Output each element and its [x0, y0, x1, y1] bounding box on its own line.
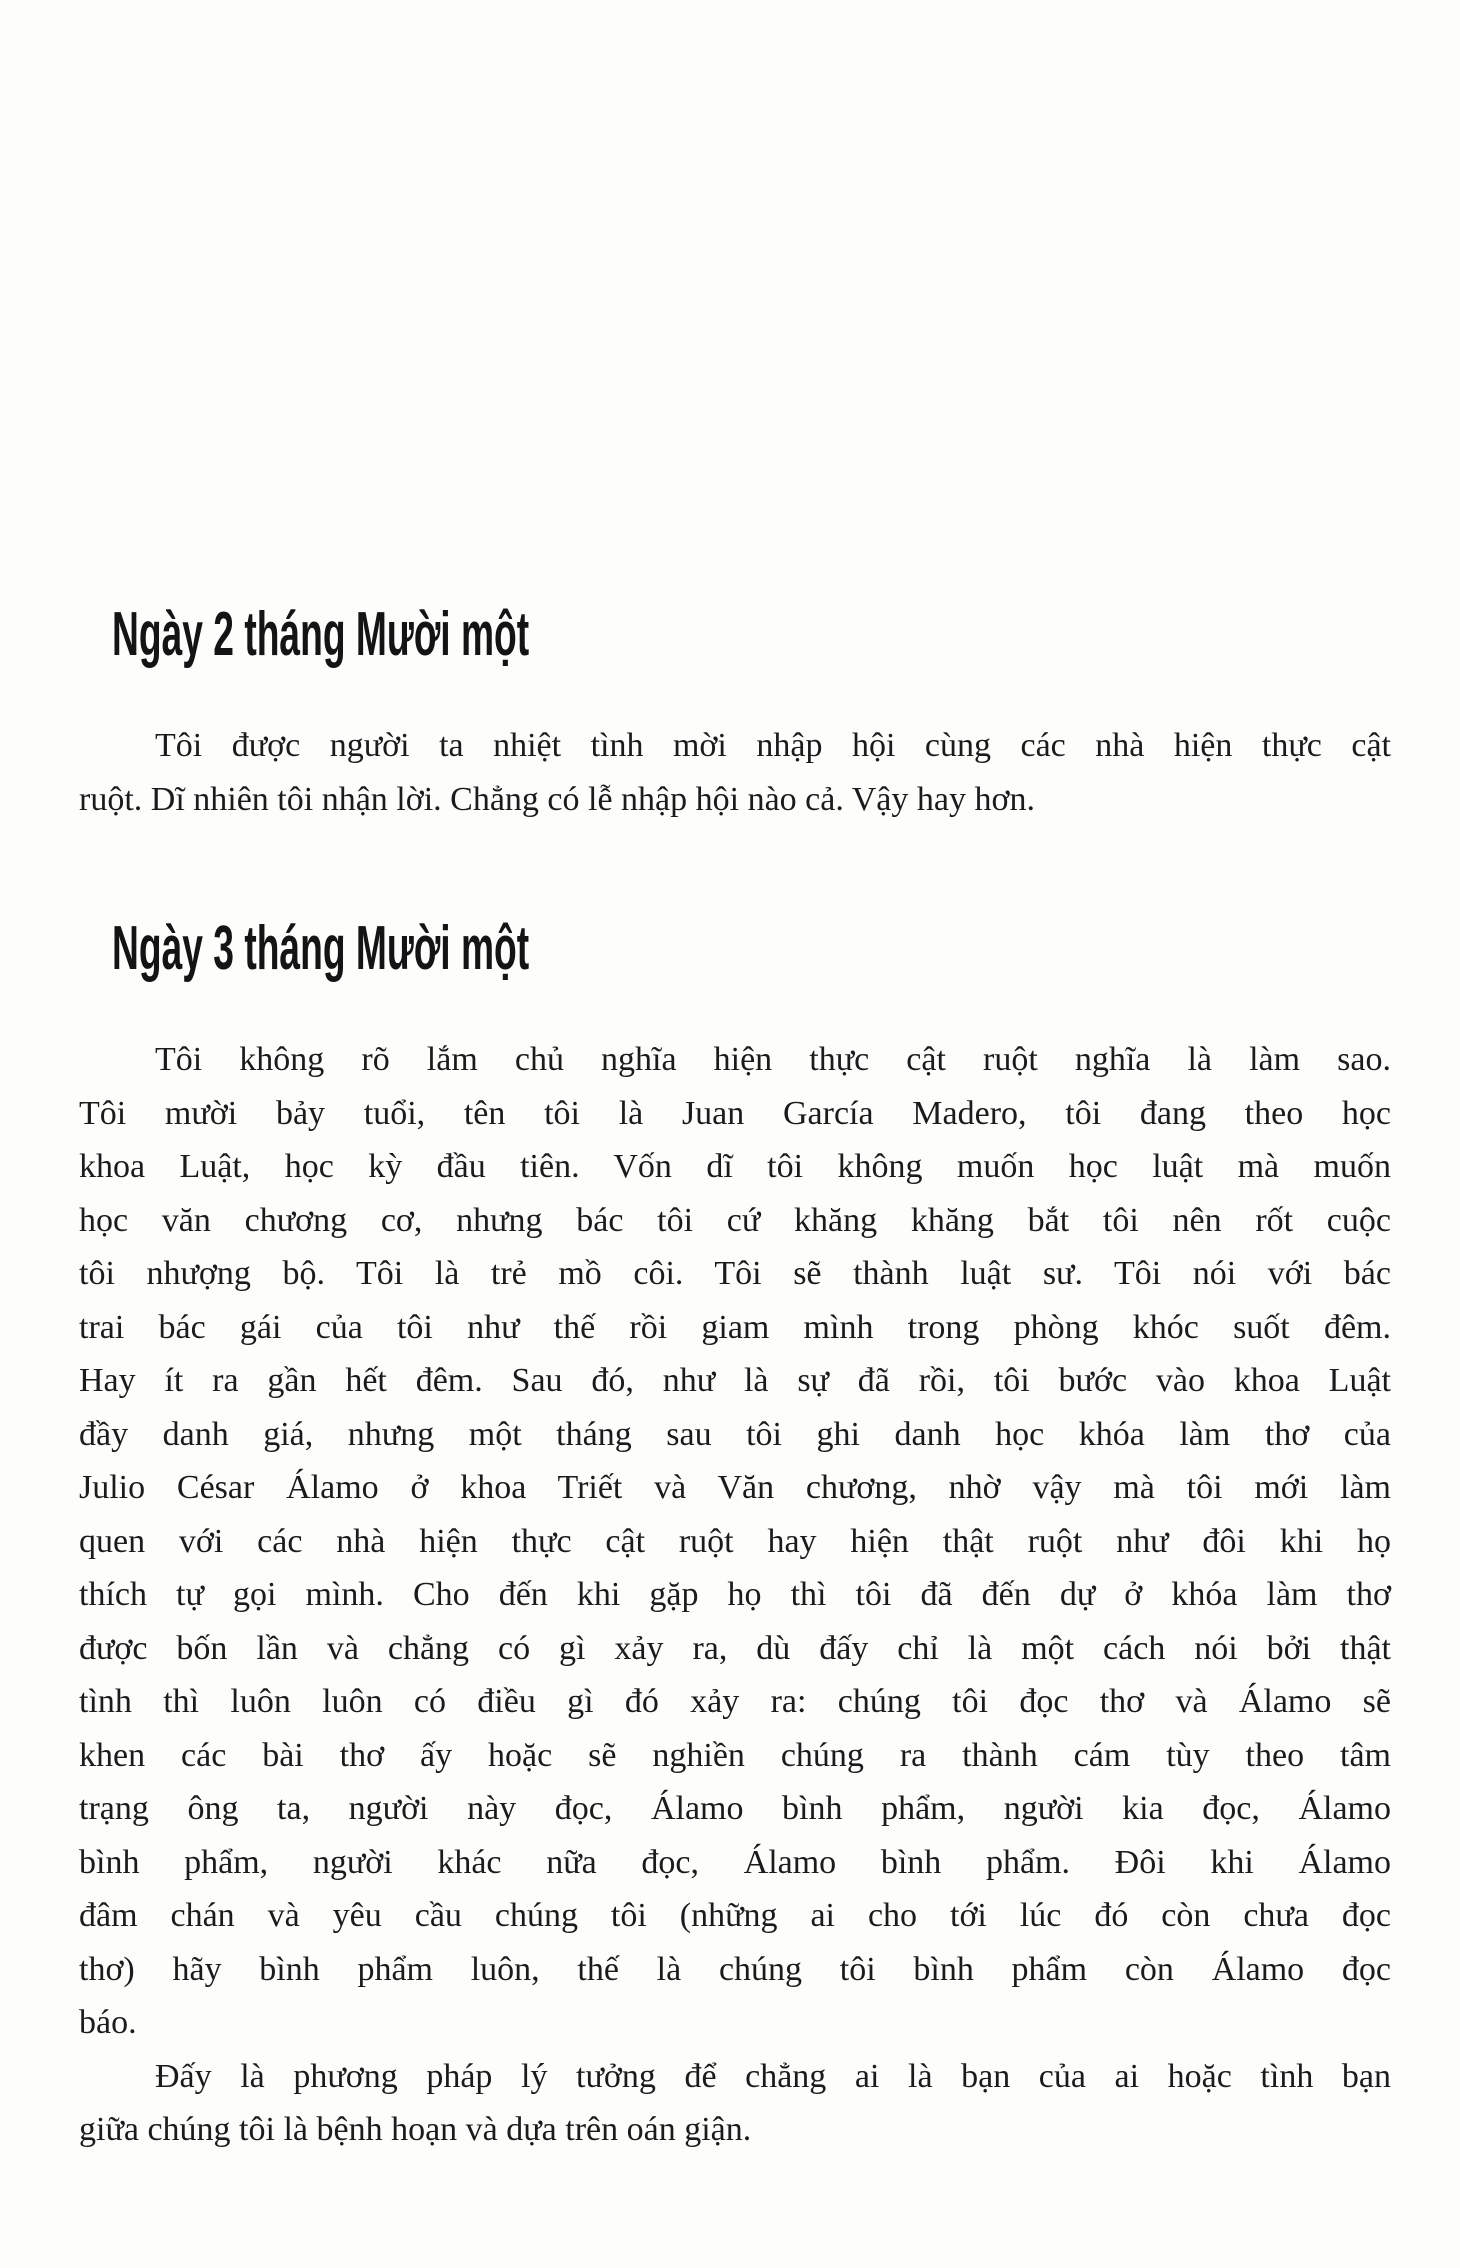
text-line: khen các bài thơ ấy hoặc sẽ nghiền chúng ra thành cám tùy theo tâm: [79, 1736, 1391, 1774]
text-line: Tôi mười bảy tuổi, tên tôi là Juan García Madero, tôi đang theo học: [79, 1094, 1391, 1132]
entry-nov-3-text: [79, 1033, 1391, 2157]
text-line: đâm chán và yêu cầu chúng tôi (những ai cho tới lúc đó còn chưa đọc: [79, 1897, 1391, 1934]
text-line: Đấy là phương pháp lý tưởng để chẳng ai là bạn của ai hoặc tình bạn: [155, 2057, 1391, 2095]
text-line: giữa chúng tôi là bệnh hoạn và dựa trên oán giận.: [79, 2111, 752, 2148]
text-line: báo.: [79, 2004, 137, 2041]
entry-heading-nov-2: Ngày 2 tháng Mười một: [112, 600, 530, 669]
text-line: đầy danh giá, nhưng một tháng sau tôi ghi danh học khóa làm thơ của: [79, 1415, 1391, 1453]
text-line: học văn chương cơ, nhưng bác tôi cứ khăng khăng bắt tôi nên rốt cuộc: [79, 1201, 1391, 1239]
text-line: thích tự gọi mình. Cho đến khi gặp họ thì tôi đã đến dự ở khóa làm thơ: [79, 1576, 1391, 1613]
text-line: Julio César Álamo ở khoa Triết và Văn chương, nhờ vậy mà tôi mới làm: [79, 1469, 1391, 1506]
entry-nov-2-paragraph: [79, 719, 1391, 826]
text-line: bình phẩm, người khác nữa đọc, Álamo bình phẩm. Đôi khi Álamo: [79, 1843, 1391, 1881]
entry-nov-3-paragraph-2: [79, 2050, 1391, 2157]
text-line: Tôi được người ta nhiệt tình mời nhập hội cùng các nhà hiện thực cật: [155, 727, 1391, 764]
text-line: trạng ông ta, người này đọc, Álamo bình phẩm, người kia đọc, Álamo: [79, 1790, 1391, 1827]
text-line: trai bác gái của tôi như thế rồi giam mình trong phòng khóc suốt đêm.: [79, 1308, 1391, 1346]
text-line: được bốn lần và chẳng có gì xảy ra, dù đấy chỉ là một cách nói bởi thật: [79, 1629, 1391, 1667]
text-line: tình thì luôn luôn có điều gì đó xảy ra: chúng tôi đọc thơ và Álamo sẽ: [79, 1683, 1391, 1720]
text-line: tôi nhượng bộ. Tôi là trẻ mồ côi. Tôi sẽ thành luật sư. Tôi nói với bác: [79, 1255, 1391, 1292]
entry-heading-nov-3: Ngày 3 tháng Mười một: [112, 914, 530, 983]
text-line: Tôi không rõ lắm chủ nghĩa hiện thực cật ruột nghĩa là làm sao.: [155, 1041, 1391, 1078]
text-line: Hay ít ra gần hết đêm. Sau đó, như là sự đã rồi, tôi bước vào khoa Luật: [79, 1362, 1391, 1399]
text-line: khoa Luật, học kỳ đầu tiên. Vốn dĩ tôi không muốn học luật mà muốn: [79, 1148, 1391, 1185]
text-line: ruột. Dĩ nhiên tôi nhận lời. Chẳng có lễ nhập hội nào cả. Vậy hay hơn.: [79, 780, 1035, 818]
text-line: thơ) hãy bình phẩm luôn, thế là chúng tôi bình phẩm còn Álamo đọc: [79, 1950, 1391, 1988]
entry-nov-3-paragraph-1: [79, 1033, 1391, 2050]
text-line: quen với các nhà hiện thực cật ruột hay hiện thật ruột như đôi khi họ: [79, 1522, 1391, 1560]
